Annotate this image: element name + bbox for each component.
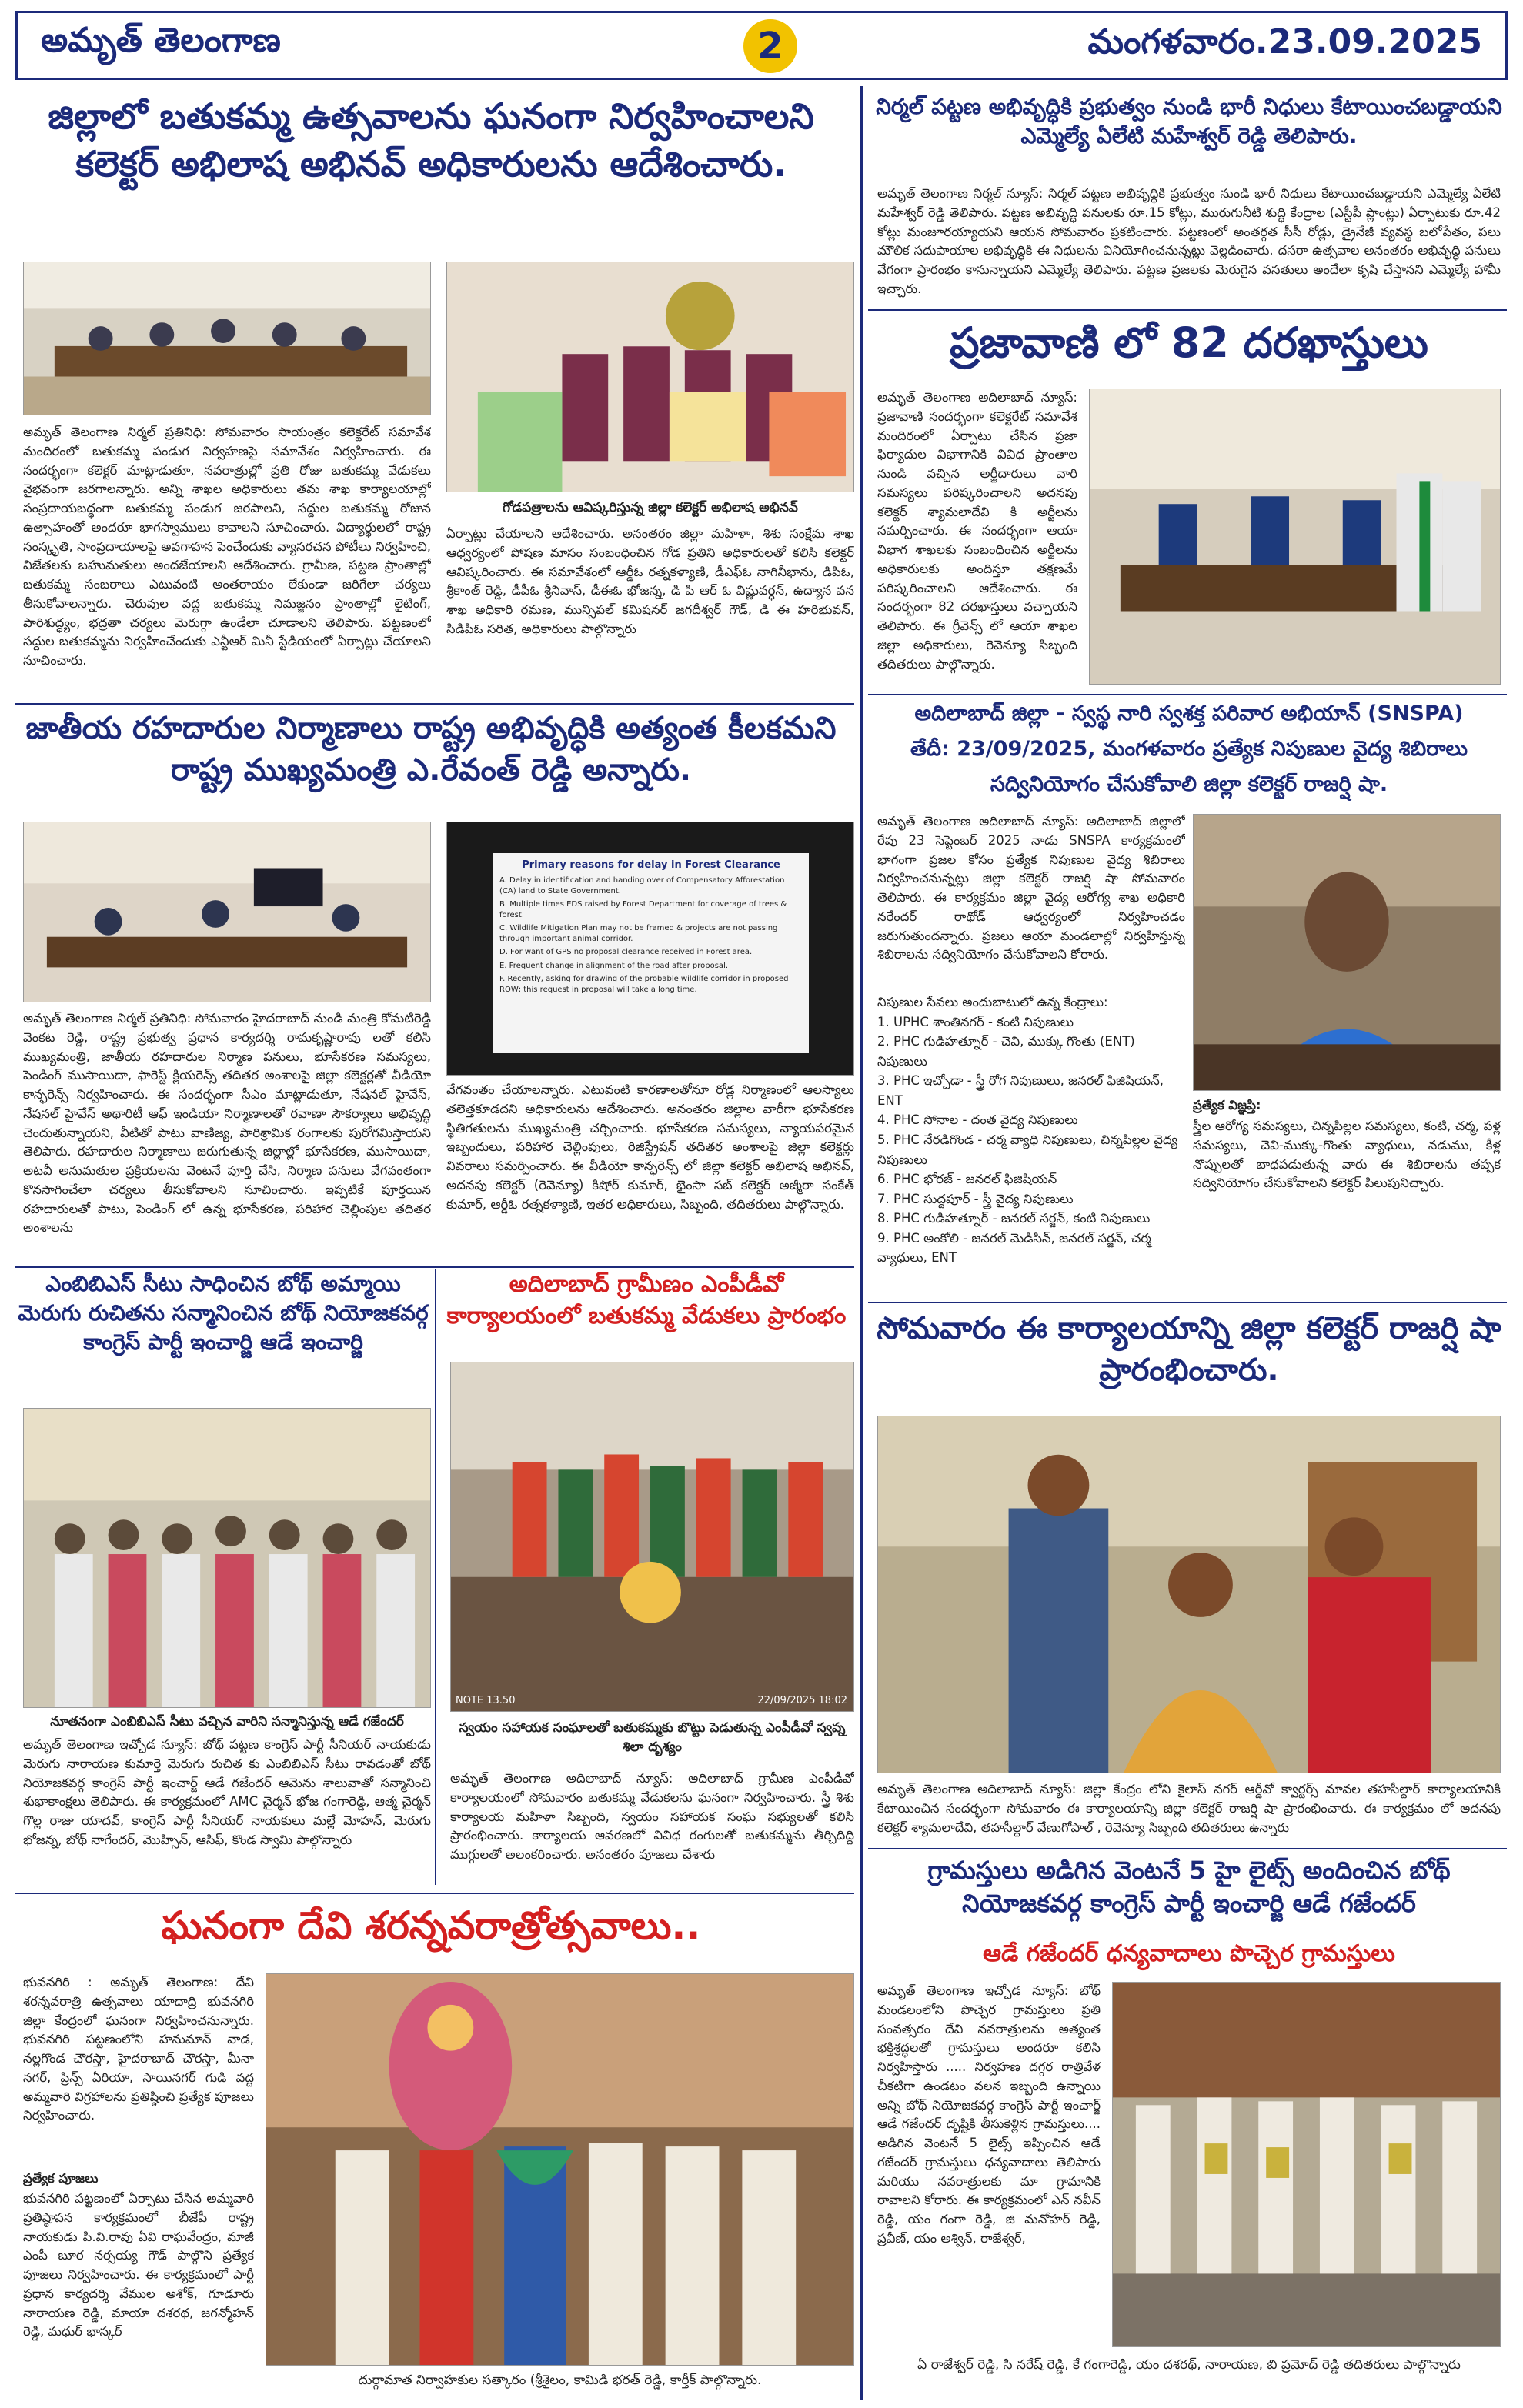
- slide-item: B. Multiple times EDS raised by Forest Department for coverage of trees & forest.: [499, 900, 787, 919]
- a4-photo-slide: [446, 822, 854, 1076]
- masthead: [15, 11, 1508, 80]
- a4-body-right: వేగవంతం చేయాలన్నారు. ఎటువంటి కారణాలతోనూ రోడ్ల నిర్మాణంలో ఆలస్యాలు తలెత్తకూడదని అధికారులను ఆదేశించారు. అనంతరం జిల్లాల వారీగా భూసేకరణ స్థితిగతులను ముఖ్యమంత్రి చర్చించారు. భూసేకరణ సమస్యలు, న్యాయపరమైన ఇబ్బందులు, పరిహార చెల్లింపులు, రిజిస్ట్రేషన్ తదితర అంశాలపై జిల్లా కలెక్టర్లు వివరాలు సమర్పించారు. ఈ వీడియో కాన్ఫరెన్స్ లో జిల్లా కలెక్టర్ అభిలాష అభినవ్, అదనపు కలెక్టర్ (రెవెన్యూ) కిషోర్ కుమార్, భైంసా సబ్ కలెక్టర్ అజ్మీరా సంకేత్ కుమార్, ఆర్డీఓ రత్నకళ్యాణి, ఇతర అధికారులు, సిబ్బంది, తదితరులు పాల్గొన్నారు.: [446, 1082, 854, 1212]
- list-item: 9. PHC అంకోలి - జనరల్ మెడిసిన్, జనరల్ సర్జన్, చర్మ వ్యాధులు, ENT: [877, 1230, 1151, 1266]
- column-divider: [860, 86, 863, 2400]
- a6-photo-felicitation: [23, 1408, 431, 1708]
- a7-body: అమృత్ తెలంగాణ అదిలాబాద్ న్యూస్: అదిలాబాద్ గ్రామీణ ఎంపీడీవో కార్యాలయంలో సోమవారం బతుకమ్మ వేడుకలను ఘనంగా నిర్వహించారు. స్త్రీ శిశు కార్యాలయ మహిళా సిబ్బంది, స్వయం సహాయక సంఘ సభ్యులతో కలిసి ప్రారంభించారు. కార్యాలయ ఆవరణలో వివిధ రంగులతో బతుకమ్మను తీర్చిదిద్ది ముగ్గులతో అలంకరించారు. అనంతరం పూజలు చేశారు: [450, 1771, 854, 1862]
- a7-photo-note: NOTE 13.50: [456, 1695, 516, 1706]
- slide-item: E. Frequent change in alignment of the road after proposal.: [499, 961, 729, 970]
- slide-item: C. Wildlife Mitigation Plan may not be framed & projects are not passing through important animal corridor.: [499, 924, 778, 943]
- a5-center-list: [877, 992, 1185, 1316]
- a5-side-text: స్త్రీల ఆరోగ్య సమస్యలు, చిన్నపిల్లల సమస్యలు, కంటి, చర్మ, పళ్ల సమస్యలు, చెవి-ముక్కు-గొంతు వ్యాధులు, నడుము, కీళ్ల నొప్పులతో బాధపడుతున్న వారు ఈ శిబిరాలను తప్పక సద్వినియోగం చేసుకోవాలని కలెక్టర్ పిలుపునిచ్చారు.: [1193, 1119, 1501, 1191]
- a2-body: అమృత్ తెలంగాణ నిర్మల్ న్యూస్: నిర్మల్ పట్టణ అభివృద్ధికి ప్రభుత్వం నుండి భారీ నిధులు కేటాయించబడ్డాయని ఎమ్మెల్యే ఏలేటి మహేశ్వర్ రెడ్డి తెలిపారు. పట్టణ అభివృద్ధి పనులకు రూ.15 కోట్లు, మురుగునీటి శుద్ధి కేంద్రాల (ఎస్టీపీ ప్లాంట్లు) ఏర్పాటుకు రూ.42 కోట్లు మంజూరయ్యాయని ఆయన సోమవారం ప్రకటించారు. పట్టణంలో అంతర్గత సీసీ రోడ్లు, డ్రైనేజీ వ్యవస్థ బలోపేతం, పలు మౌలిక సదుపాయాల అభివృద్ధికి ఈ నిధులను వినియోగించనున్నట్లు వెల్లడించారు. దసరా ఉత్సవాల అనంతరం అభివృద్ధి పనులు వేగంగా ప్రారంభం కానున్నాయని ఎమ్మెల్యే తెలిపారు. పట్టణ ప్రజలకు మెరుగైన వసతులు అందేలా కృషి చేస్తానని ఎమ్మెల్యే హామీ ఇచ్చారు.: [877, 186, 1501, 296]
- a3-body: అమృత్ తెలంగాణ అదిలాబాద్ న్యూస్: ప్రజావాణి సందర్భంగా కలెక్టరేట్ సమావేశ మందిరంలో ఏర్పాటు చేసిన ప్రజా ఫిర్యాదుల విభాగానికి వివిధ ప్రాంతాల నుండి వచ్చిన అర్జీదారులు వారి సమస్యలు పరిష్కరించాలని అదనపు కలెక్టర్ శ్యామలాదేవి కి అర్జీలను సమర్పించారు. ఈ సందర్భంగా ఆయా విభాగ శాఖలకు సంబంధించిన అర్జీలను అధికారులకు అందిస్తూ తక్షణమే పరిష్కరించాలని ఆదేశించారు. ఈ సందర్భంగా 82 దరఖాస్తులు వచ్చాయని తెలిపారు. ఈ గ్రీవెన్స్ లో ఆయా శాఖల జిల్లా అధికారులు, రెవెన్యూ సిబ్బంది తదితరులు పాల్గొన్నారు.: [877, 390, 1077, 672]
- a10-caption: ఏ రాజేశ్వర్ రెడ్డి, సి నరేష్ రెడ్డి, కే గంగారెడ్డి, యం దశరథ్, నారాయణ, బి ప్రమోద్ రెడ్డి తదితరులు పాల్గొన్నారు: [917, 2357, 1461, 2373]
- slide-item: F. Recently, asking for drawing of the probable wildlife corridor in proposed ROW; this request in proposal will take a long time.: [499, 975, 789, 994]
- a10-subhead: ఆడే గజేందర్ ధన్యవాదాలు పొచ్చెర గ్రామస్తులు: [983, 1940, 1395, 1967]
- a9-caption: దుర్గామాత నిర్వాహకుల సత్కారం (శ్రీశైలం, కామిడి భరత్ రెడ్డి, కార్తీక్ పాల్గొన్నారు.: [358, 2373, 762, 2388]
- a8-headline: సోమవారం ఈ కార్యాలయాన్ని జిల్లా కలెక్టర్ రాజర్షి షా ప్రారంభించారు.: [877, 1311, 1501, 1388]
- a4-photo-video-conference: [23, 822, 431, 1002]
- issue-date: మంగళవారం.23.09.2025: [1087, 22, 1482, 62]
- slide-screen: [493, 853, 809, 1053]
- a10-body: అమృత్ తెలంగాణ ఇచ్చోడ న్యూస్: బోథ్ మండలంలోని పొచ్చెర గ్రామస్తులు ప్రతి సంవత్సరం దేవి నవరాత్రులను అత్యంత భక్తిశ్రద్ధలతో గ్రామస్తులు అందరూ కలిసి నిర్వహిస్తారు ..... నిర్వహణ దగ్గర రాత్రివేళ చీకటిగా ఉండటం వలన ఇబ్బంది ఉన్నాయి అన్ని బోథ్ నియోజకవర్గ కాంగ్రెస్ పార్టీ ఇంచార్జ్ ఆడే గజేందర్ దృష్టికి తీసుకెళ్లిన గ్రామస్తులు.... అడిగిన వెంటనే 5 లైట్స్ ఇప్పించిన ఆడే గజేందర్ గ్రామస్తులు ధన్యవాదాలు తెలిపారు మరియు నవరాత్రులకు మా గ్రామానికి రావాలని కోరారు. ఈ కార్యక్రమంలో ఎన్ నవీన్ రెడ్డి, యం గంగా రెడ్డి, జి మనోహర్ రెడ్డి, ప్రవీణ్, యం అశ్విన్, రాజేశ్వర్,: [877, 1983, 1101, 2246]
- a7-caption: స్వయం సహాయక సంఘాలతో బతుకమ్మకు బొట్టు పెడుతున్న ఎంపీడీవో స్వప్న శిలా దృశ్యం: [459, 1720, 846, 1755]
- a1-photo-meeting: [23, 262, 431, 415]
- a5-list-items: [877, 1012, 1185, 1268]
- list-item: 5. PHC నేరడిగొండ - చర్మ వ్యాధి నిపుణులు, చిన్నపిల్లల వైద్య నిపుణులు: [877, 1132, 1178, 1167]
- a5-list-title: నిపుణుల సేవలు అందుబాటులో ఉన్న కేంద్రాలు:: [877, 995, 1108, 1009]
- list-item: 3. PHC ఇచ్చోడా - స్త్రీ రోగ నిపుణులు, జనరల్ ఫిజిషియన్, ENT: [877, 1073, 1164, 1108]
- page-number: 2: [743, 19, 797, 73]
- a7-photo-stamp: 22/09/2025 18:02: [757, 1695, 847, 1706]
- a8-body: అమృత్ తెలంగాణ అదిలాబాద్ న్యూస్: జిల్లా కేంద్రం లోని కైలాస్ నగర్ ఆర్డీవో క్వార్టర్స్ మావల తహసీల్దార్ కార్యాలయానికి కేటాయించిన సందర్భంగా సోమవారం ఈ కార్యాలయాన్ని జిల్లా కలెక్టర్ రాజర్షి షా ప్రారంభించారు. ఈ కార్యక్రమం లో అదనపు కలెక్టర్ శ్యామలాదేవి, తహసీల్దార్ వేణుగోపాల్ , రెవెన్యూ సిబ్బంది తదితరులు ఉన్నారు: [877, 1782, 1501, 1835]
- a9-headline: ఘనంగా దేవి శరన్నవరాత్రోత్సవాలు..: [161, 1903, 701, 1948]
- a10-headline: గ్రామస్తులు అడిగిన వెంటనే 5 హై లైట్స్ అందించిన బోథ్ నియోజకవర్గ కాంగ్రెస్ పార్టీ ఇంచార్జి ఆడే గజేందర్: [927, 1856, 1451, 1919]
- a2-headline: నిర్మల్ పట్టణ అభివృద్ధికి ప్రభుత్వం నుండి భారీ నిధులు కేటాయించబడ్డాయని ఎమ్మెల్యే ఏలేటి మహేశ్వర్ రెడ్డి తెలిపారు.: [876, 94, 1502, 148]
- divider-a6-a7: [435, 1269, 436, 1885]
- divider-a4-a6: [15, 1266, 854, 1268]
- a9-photo-navaratri: [266, 1973, 854, 2366]
- a3-photo-prajavani: [1089, 389, 1501, 685]
- a5-headline-2: తేదీ: 23/09/2025, మంగళవారం ప్రత్యేక నిపుణుల వైద్య శిబిరాలు: [910, 737, 1468, 761]
- a1-photo-caption: గోడపత్రాలను ఆవిష్కరిస్తున్న జిల్లా కలెక్టర్ అభిలాష అభినవ్: [503, 500, 798, 515]
- a5-side-title: ప్రత్యేక విజ్ఞప్తి:: [1193, 1098, 1261, 1112]
- list-item: 1. UPHC శాంతినగర్ - కంటి నిపుణులు: [877, 1014, 1074, 1029]
- a7-photo-bathukamma: [450, 1362, 854, 1712]
- slide-title: Primary reasons for delay in Forest Clearance: [522, 859, 780, 871]
- a1-headline: జిల్లాలో బతుకమ్మ ఉత్సవాలను ఘనంగా నిర్వహించాలని కలెక్టర్ అభిలాష అభినవ్ అధికారులను ఆదేశించారు.: [48, 95, 814, 185]
- a5-headline-1: అదిలాబాద్ జిల్లా - స్వస్థ నారి స్వశక్త పరివార అభియాన్ (SNSPA): [914, 702, 1464, 725]
- divider-a7-a9: [15, 1893, 854, 1894]
- brand-title: అమృత్ తెలంగాణ: [41, 21, 281, 60]
- a8-photo-inauguration: [877, 1416, 1501, 1773]
- a4-headline: జాతీయ రహదారుల నిర్మాణాలు రాష్ట్ర అభివృద్ధికి అత్యంత కీలకమని రాష్ట్ర ముఖ్యమంత్రి ఎ.రేవంత్ రెడ్డి అన్నారు.: [25, 711, 837, 788]
- a1-photo-poster-launch: [446, 262, 854, 492]
- divider-a8-a10: [868, 1848, 1507, 1849]
- divider-a2-a3: [868, 309, 1507, 311]
- a3-headline: ప్రజావాణి లో 82 దరఖాస్తులు: [950, 319, 1428, 367]
- slide-item: D. For want of GPS no proposal clearance received in Forest area.: [499, 948, 753, 956]
- list-item: 4. PHC సోనాల - దంత వైద్య నిపుణులు: [877, 1112, 1078, 1128]
- list-item: 8. PHC గుడిహత్నూర్ - జనరల్ సర్జన్, కంటి నిపుణులు: [877, 1211, 1151, 1226]
- list-item: 7. PHC సుద్దపూర్ - స్త్రీ వైద్య నిపుణులు: [877, 1191, 1074, 1206]
- a9-body-2: భువనగిరి పట్టణంలో ఏర్పాటు చేసిన అమ్మవారి ప్రతిష్ఠాపన కార్యక్రమంలో బీజేపీ రాష్ట్ర నాయకుడు పి.వి.రావు ఏవి రాఘవేంద్రం, మాజీ ఎంపీ బూర నర్సయ్య గౌడ్ పాల్గొని ప్రత్యేక పూజలు నిర్వహించారు. ఈ కార్యక్రమంలో పార్టీ ప్రధాన కార్యదర్శి వేముల అశోక్, గూడూరు నారాయణ రెడ్డి, మాయా దశరథ, జగన్మోహన్ రెడ్డి, మధుర్ భాస్కర్: [23, 2191, 254, 2340]
- divider-a1-a4: [15, 703, 854, 705]
- divider-a5-a8: [868, 1302, 1507, 1303]
- divider-a3-a5: [868, 694, 1507, 695]
- a6-body: అమృత్ తెలంగాణ ఇచ్చోడ న్యూస్: బోథ్ పట్టణ కాంగ్రెస్ పార్టీ సీనియర్ నాయకుడు మెరుగు నారాయణ కుమార్తె మెరుగు రుచిత కు ఎంబిబిఎస్ సీటు రావడంతో బోథ్ నియోజకవర్గ కాంగ్రెస్ పార్టీ ఇంచార్జ్ ఆడే గజేందర్ ఆమెను శాలువాతో సన్మానించి శుభాకాంక్షలు తెలిపారు. ఈ కార్యక్రమంలో AMC చైర్మన్ భోజ గంగారెడ్డి, ఆత్మ చైర్మన్ గొల్ల రాజు యాదవ్, కాంగ్రెస్ పార్టీ సీనియర్ నాయకులు మల్లే మోహన్, మెరుగు భోజన్న, బోథ్ నాగేందర్, మొహ్సిన్, ఆసిఫ్, కొండ స్వామి పాల్గొన్నారు: [23, 1737, 431, 1847]
- a4-body-left: అమృత్ తెలంగాణ నిర్మల్ ప్రతినిధి: సోమవారం హైదరాబాద్ నుండి మంత్రి కోమటిరెడ్డి వెంకట రెడ్డి, రాష్ట్ర ప్రభుత్వ ప్రధాన కార్యదర్శి రామకృష్ణారావు లతో కలిసి ముఖ్యమంత్రి, జాతీయ రహదారుల నిర్మాణ పనులు, భూసేకరణ సమస్యలు, పెండింగ్ ముసాయిదా, ఫారెస్ట్ క్లియరెన్స్ తదితర అంశాలపై జిల్లా కలెక్టర్లతో వీడియో కాన్ఫరెన్స్ నిర్వహించారు. ఈ సందర్భంగా సీఎం మాట్లాడుతూ, నేషనల్ హైవేస్, నేషనల్ హైవేస్ అథారిటీ ఆఫ్ ఇండియా నిర్మాణాలతో రవాణా సౌకర్యాలు అభివృద్ధి చెందుతున్నాయని, వీటితో పాటు వాణిజ్య, పారిశ్రామిక రంగాలకు పురోగమిస్తాయని తెలిపారు. రహదారుల నిర్మాణాలు జరుగుతున్న జిల్లాల్లో భూసేకరణ, ముసాయిదా, అటవీ అనుమతుల ప్రక్రియలను వెంటనే పూర్తి చేసి, నిర్మాణ పనులు వేగవంతంగా కొనసాగించేలా చర్యలు తీసుకోవాలని సూచించారు. ఇప్పటికే పూర్తయిన రహదారులతో పాటు, పెండింగ్ లో ఉన్న భూసేకరణ, పరిహార చెల్లింపుల తదితర అంశాలను: [23, 1011, 431, 1236]
- a6-headline: ఎంబిబిఎస్ సీటు సాధించిన బోథ్ అమ్మాయి మెరుగు రుచితను సన్మానించిన బోథ్ నియోజకవర్గ కాంగ్రెస్ పార్టీ ఇంచార్జి ఆడే ఇంచార్జి: [18, 1271, 429, 1355]
- a5-headline-3: సద్వినియోగం చేసుకోవాలి జిల్లా కలెక్టర్ రాజర్షి షా.: [990, 772, 1388, 796]
- list-item: 6. PHC భోరజ్ - జనరల్ ఫిజిషియన్: [877, 1172, 1057, 1187]
- slide-items: [499, 875, 803, 995]
- slide-item: A. Delay in identification and handing over of Compensatory Afforestation (CA) land to State Government.: [499, 876, 785, 895]
- a9-body: భువనగిరి : అమృత్ తెలంగాణ: దేవి శరన్నవరాత్రి ఉత్సవాలు యాదాద్రి భువనగిరి జిల్లా కేంద్రంలో ఘనంగా నిర్వహించనున్నారు. భువనగిరి పట్టణంలోని హనుమాన్ వాడ, నల్లగొండ చౌరస్తా, హైదరాబాద్ చౌరస్తా, మీనా నగర్, ప్రిన్స్ ఏరియా, సాయినగర్ గుడి వద్ద అమ్మవారి విగ్రహాలను ప్రతిష్ఠించి ప్రత్యేక పూజలు నిర్వహించారు.: [23, 1975, 254, 2123]
- a1-body-continued: ఏర్పాట్లు చేయాలని ఆదేశించారు. అనంతరం జిల్లా మహిళా, శిశు సంక్షేమ శాఖ ఆధ్వర్యంలో పోషణ మాసం సంబంధించిన గోడ ప్రతిని అధికారులతో కలిసి కలెక్టర్ ఆవిష్కరించారు. ఈ సమావేశంలో ఆర్డీఓ రత్నకళ్యాణి, డీఎఫ్ఓ నాగినీభాను, డిపిఓ, శ్రీకాంత్ రెడ్డి, డీపీఓ శ్రీనివాస్, డీఈఓ భోజన్న, డి పి ఆర్ ఓ విష్ణువర్ధన్, ఉద్యాన వన శాఖ అధికారి రమణ, మున్సిపల్ కమిషనర్ జగదీశ్వర్ గౌడ్, డి ఈ హరిభువన్, సిడిపిఓ సరిత, అధికారులు పాల్గొన్నారు: [446, 526, 854, 636]
- a1-body: అమృత్ తెలంగాణ నిర్మల్ ప్రతినిధి: సోమవారం సాయంత్రం కలెక్టరేట్ సమావేశ మందిరంలో బతుకమ్మ పండుగ నిర్వహణపై సమావేశం నిర్వహించారు. ఈ సందర్భంగా కలెక్టర్ మాట్లాడుతూ, నవరాత్రుల్లో ప్రతి రోజు బతుకమ్మ వేడుకలు వైభవంగా జరగాలన్నారు. అన్ని శాఖల అధికారులు తమ శాఖ కార్యాలయాల్లో సంప్రదాయబద్ధంగా బతుకమ్మ పండుగ జరపాలని, సద్దుల బతుకమ్మ రోజున ఉత్సాహంతో అందరూ భాగస్వాములు కావాలని సూచించారు. విద్యార్థులలో రాష్ట్ర సంస్కృతి, సాంప్రదాయాలపై అవగాహన పెంచేందుకు వ్యాసరచన పోటీలు నిర్వహించి, విజేతలకు బహుమతులు అందజేయాలని ఆదేశించారు. గ్రామీణ, పట్టణ ప్రాంతాల్లో బతుకమ్మ సంబరాలు ఎటువంటి అంతరాయం లేకుండా జరిగేలా చర్యలు తీసుకోవాలన్నారు. చెరువుల వద్ద బతుకమ్మ నిమజ్జనం ప్రాంతాల్లో లైటింగ్, పారిశుద్ధ్యం, భద్రతా చర్యలు మెరుగ్గా ఉండేలా చూడాలని తెలిపారు. పట్టణంలో సద్దుల బతుకమ్మను నిర్వహించేందుకు ఎన్టీఆర్ మినీ స్టేడియంలో ఏర్పాట్లు చేయాలని సూచించారు.: [23, 425, 431, 668]
- a5-photo-collector: [1193, 814, 1501, 1091]
- a5-body: అమృత్ తెలంగాణ అదిలాబాద్ న్యూస్: అదిలాబాద్ జిల్లాలో రేపు 23 సెప్టెంబర్ 2025 నాడు SNSPA కార్యక్రమంలో భాగంగా ప్రజల కోసం ప్రత్యేక నిపుణుల వైద్య శిబిరాలు నిర్వహించనున్నట్లు జిల్లా కలెక్టర్ రాజర్షి షా సోమవారం తెలిపారు. ఈ కార్యక్రమం జిల్లా వైద్య ఆరోగ్య శాఖ అధికారి నరేందర్ రాథోడ్ ఆధ్వర్యంలో నిర్వహించడం జరుగుతుందన్నారు. ప్రజలు ఆయా మండలాల్లో నిర్వహిస్తున్న శిబిరాలను సద్వినియోగం చేసుకోవాలని కోరారు.: [877, 814, 1185, 962]
- a10-photo-villagers: [1112, 1982, 1501, 2347]
- list-item: 2. PHC గుడిహత్నూర్ - చెవి, ముక్కు గొంతు (ENT) నిపుణులు: [877, 1034, 1135, 1069]
- a6-caption: నూతనంగా ఎంబిబిఎస్ సీటు వచ్చిన వారిని సన్మానిస్తున్న ఆడే గజేందర్: [50, 1714, 404, 1729]
- a9-subhead: ప్రత్యేక పూజలు: [23, 2171, 99, 2186]
- a7-headline: అదిలాబాద్ గ్రామీణం ఎంపీడీవో కార్యాలయంలో బతుకమ్మ వేడుకలు ప్రారంభం: [446, 1271, 847, 1329]
